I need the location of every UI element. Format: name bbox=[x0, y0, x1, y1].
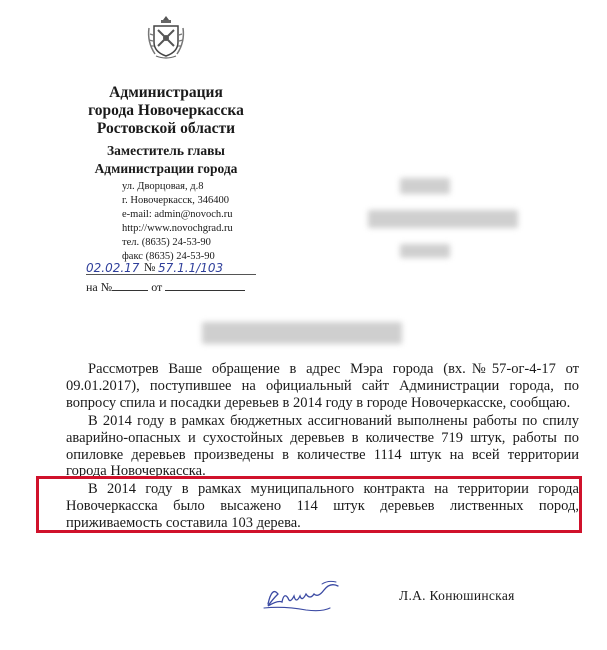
redacted-recipient-line2 bbox=[368, 210, 518, 228]
coat-of-arms-icon bbox=[146, 14, 186, 60]
reference-date-blank bbox=[165, 280, 245, 291]
paragraph-3: В 2014 году в рамках муниципального контракта на территории города Новочеркасска было высажено 114 штук деревьев лиственных пород, приживаемость составила 103 дерева. bbox=[66, 481, 579, 531]
highlight-box bbox=[36, 476, 582, 533]
registration-number-label: № bbox=[144, 260, 156, 274]
address-website: http://www.novochgrad.ru bbox=[122, 223, 233, 234]
reference-from-label: от bbox=[151, 280, 163, 294]
position-line1: Заместитель главы bbox=[107, 143, 225, 158]
registration-number: 57.1.1/103 bbox=[158, 261, 224, 275]
address-fax: факс (8635) 24-53-90 bbox=[122, 251, 215, 262]
redacted-salutation bbox=[202, 322, 402, 344]
registration-line bbox=[86, 257, 256, 275]
reference-line bbox=[86, 280, 245, 295]
paragraph-2: В 2014 году в рамках бюджетных ассигнований выполнены работы по спилу аварийно-опасных и сухостойных деревьев в количестве 719 штук, работы по опиловке деревьев произведены в количестве 1114 штук на всей территории города Новочеркасска. bbox=[66, 413, 579, 480]
reference-number-blank bbox=[112, 280, 148, 291]
redacted-recipient-line3 bbox=[400, 244, 450, 258]
position-line2: Администрации города bbox=[94, 161, 238, 176]
registration-underline bbox=[86, 274, 256, 275]
org-name-line1: Администрация bbox=[109, 84, 223, 101]
redacted-recipient-line1 bbox=[400, 178, 450, 194]
handwritten-signature bbox=[262, 578, 344, 612]
org-name-line2: города Новочеркасска bbox=[88, 102, 244, 119]
signer-name: Л.А. Конюшинская bbox=[399, 588, 515, 603]
address-city: г. Новочеркасск, 346400 bbox=[122, 195, 230, 206]
address-street: ул. Дворцовая, д.8 bbox=[122, 181, 204, 192]
address-email: e-mail: admin@novoch.ru bbox=[122, 209, 233, 220]
address-phone: тел. (8635) 24-53-90 bbox=[122, 237, 211, 248]
reference-label: на № bbox=[86, 280, 113, 294]
registration-date: 02.02.17 bbox=[86, 261, 140, 275]
paragraph-1: Рассмотрев Ваше обращение в адрес Мэра города (вх.№57-ог-4-17 от 09.01.2017), поступившее на официальный сайт Администрации города, по вопросу спила и посадки деревьев в 2014 году в городе Новочеркасске, сообщаю. bbox=[66, 361, 579, 411]
org-name-line3: Ростовской области bbox=[96, 120, 236, 137]
